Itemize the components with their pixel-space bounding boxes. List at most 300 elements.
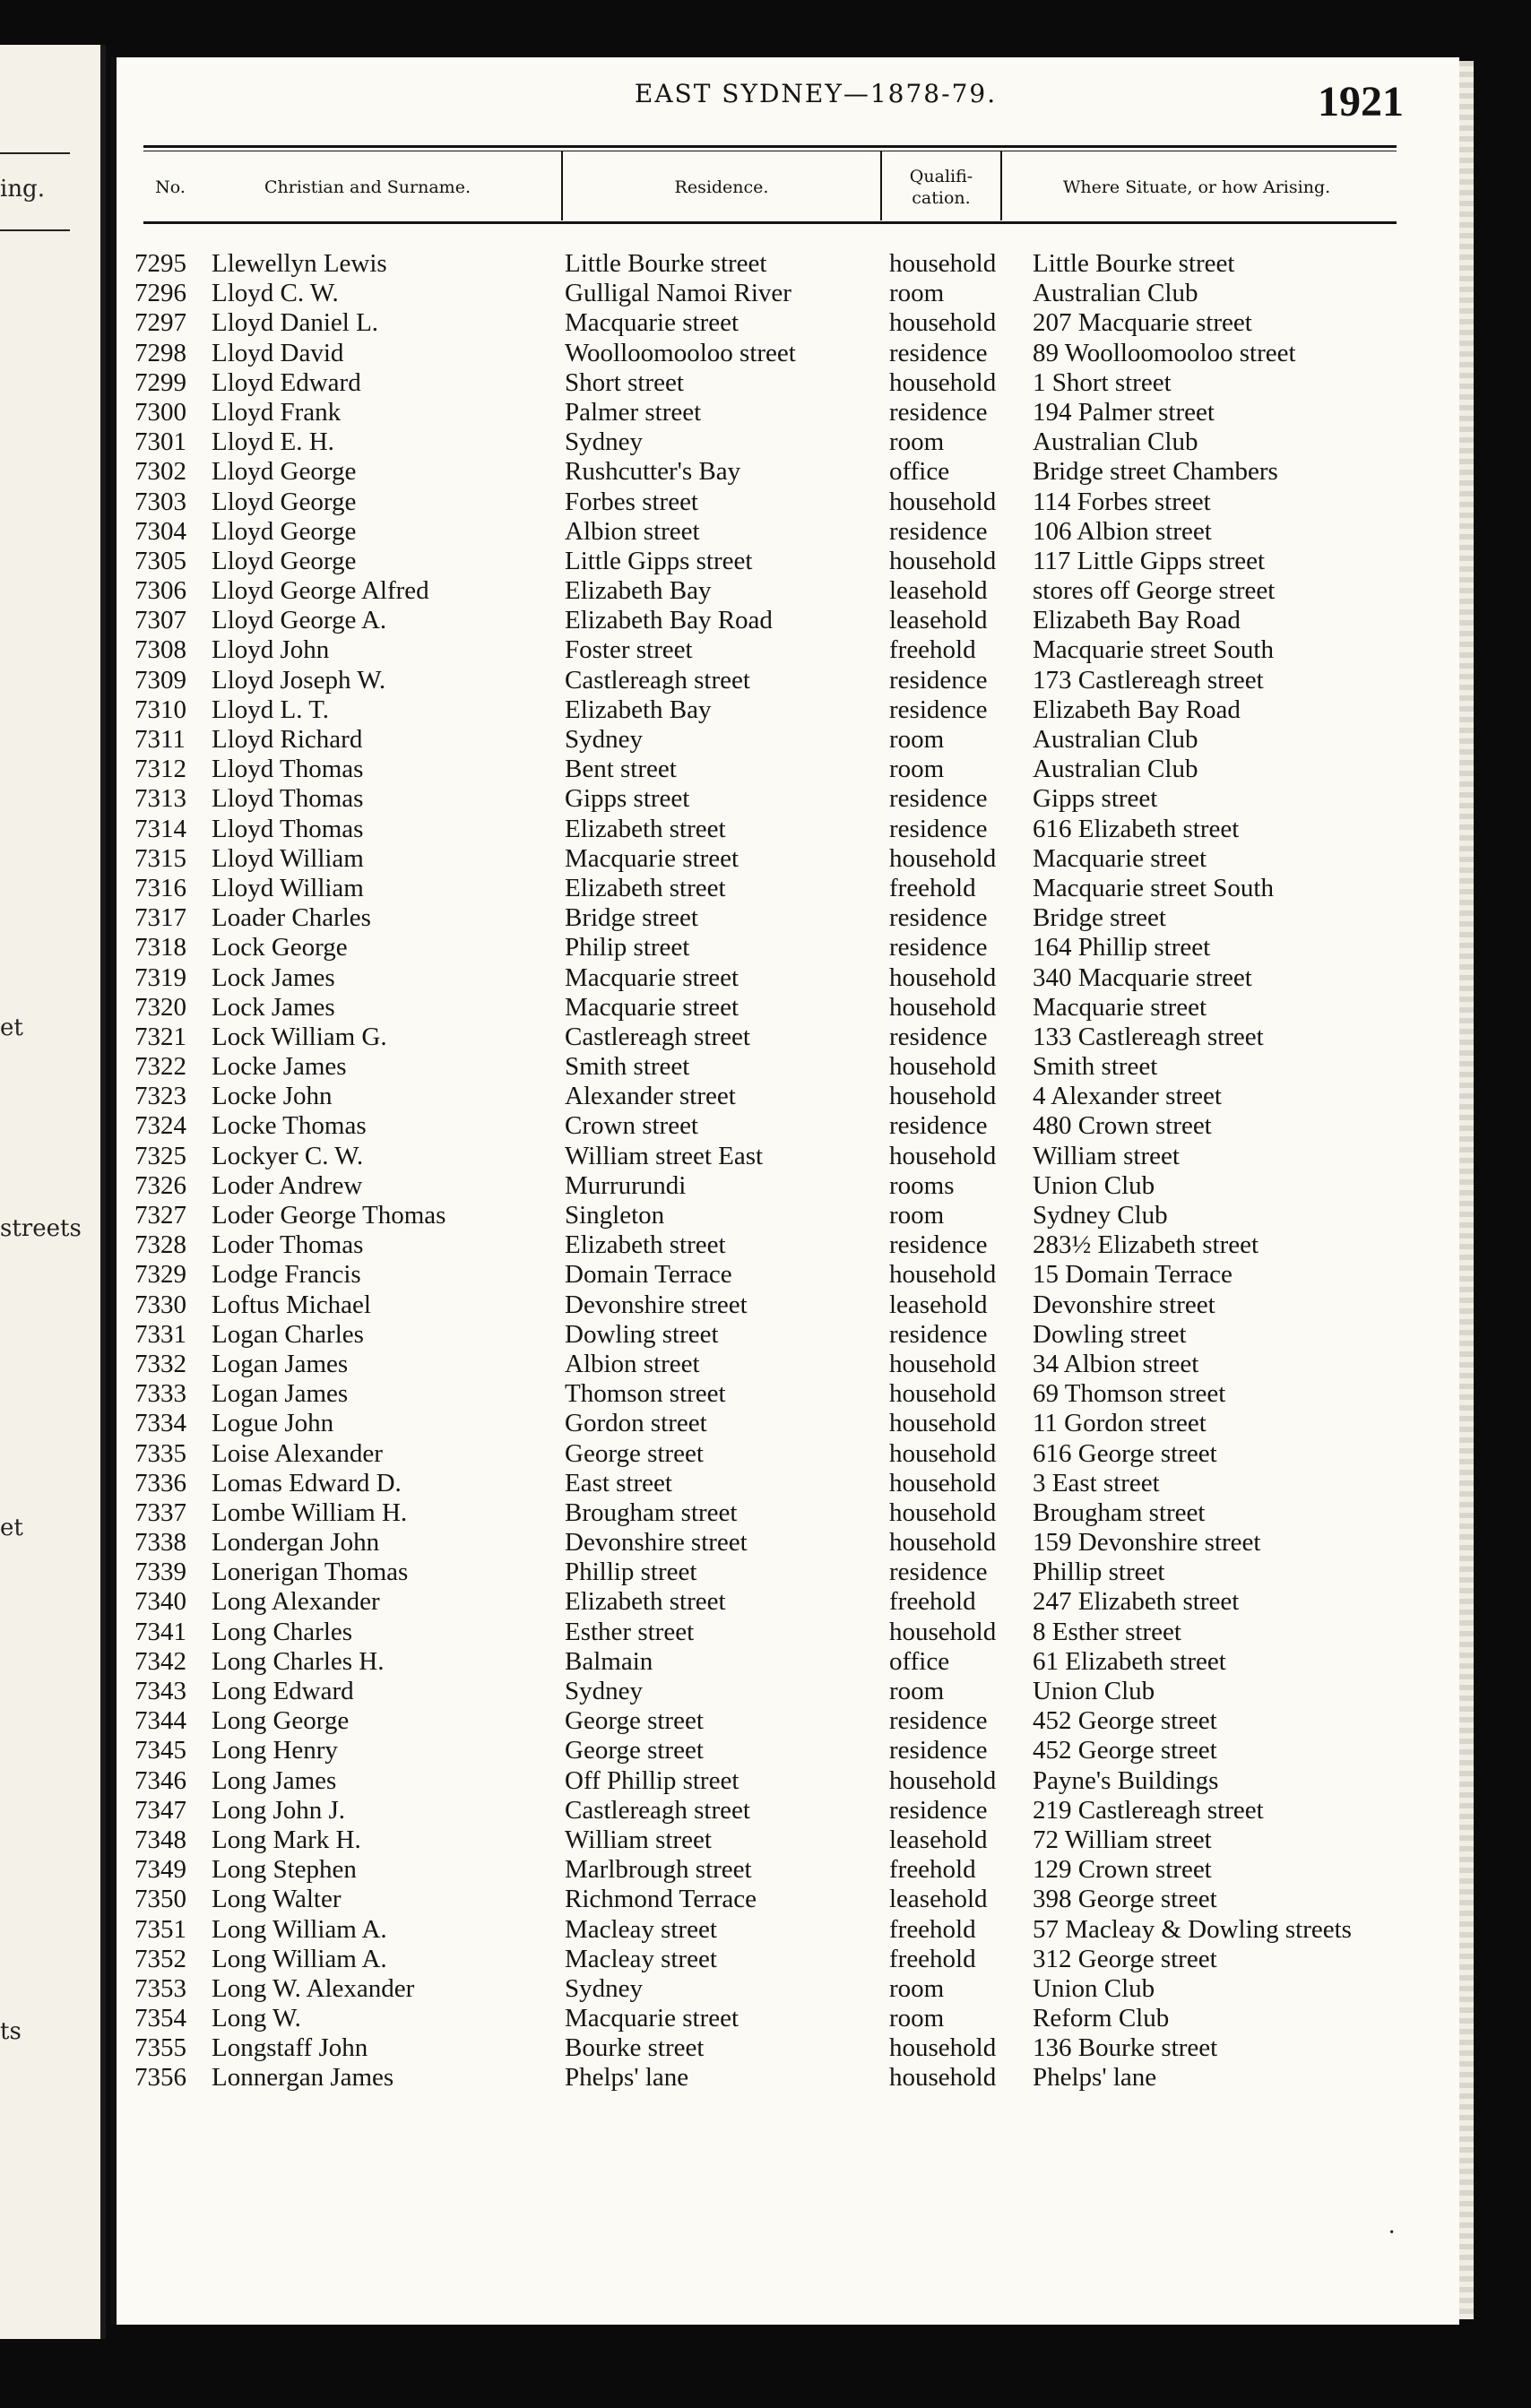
entry-qualification: office — [889, 1646, 950, 1676]
entry-residence: Elizabeth Bay Road — [565, 606, 773, 635]
entry-name: Lloyd William — [212, 873, 364, 902]
entry-qualification: household — [889, 843, 997, 873]
entry-residence: Off Phillip street — [565, 1765, 740, 1795]
entry-number: 7321 — [134, 1022, 186, 1051]
entry-name: Loder George Thomas — [212, 1201, 446, 1230]
entry-residence: Devonshire street — [565, 1528, 748, 1558]
entry-name: Lloyd John — [212, 635, 330, 665]
entry-residence: George street — [565, 1706, 704, 1736]
entry-qualification: rooms — [889, 1170, 955, 1200]
table-row — [117, 457, 1459, 487]
entry-where-situate: Little Bourke street — [1033, 249, 1235, 278]
entry-qualification: residence — [889, 1736, 988, 1765]
entry-residence: Elizabeth street — [565, 1587, 726, 1617]
entry-name: Lloyd George — [212, 516, 357, 546]
entry-name: Long W. — [212, 2004, 301, 2033]
entry-where-situate: Sydney Club — [1033, 1201, 1168, 1230]
entry-number: 7343 — [134, 1677, 186, 1705]
entry-residence: Devonshire street — [565, 1290, 748, 1319]
entry-number: 7296 — [134, 279, 186, 308]
table-row — [117, 1469, 1459, 1498]
entry-where-situate: Australian Club — [1033, 725, 1198, 754]
entry-qualification: household — [889, 546, 997, 575]
entry-residence: Little Gipps street — [565, 546, 753, 575]
entry-where-situate: Australian Club — [1033, 279, 1198, 308]
entry-number: 7345 — [134, 1736, 186, 1765]
entry-residence: Short street — [565, 367, 684, 397]
entry-name: Lloyd Thomas — [212, 755, 364, 784]
entry-number: 7323 — [134, 1082, 186, 1111]
table-row — [117, 993, 1459, 1023]
table-row — [117, 1111, 1459, 1141]
entry-number: 7326 — [134, 1170, 186, 1200]
entry-residence: Bent street — [565, 755, 677, 784]
entry-residence: Castlereagh street — [565, 1022, 750, 1051]
entry-where-situate: Gipps street — [1033, 784, 1158, 814]
entry-number: 7302 — [134, 457, 186, 487]
table-row — [117, 2033, 1459, 2063]
table-row — [117, 635, 1459, 665]
entry-number: 7338 — [134, 1528, 186, 1558]
entry-where-situate: 194 Palmer street — [1033, 397, 1215, 427]
entry-where-situate: 159 Devonshire street — [1033, 1528, 1261, 1558]
entry-residence: Marlbrough street — [565, 1855, 752, 1885]
entry-residence: Foster street — [565, 635, 693, 665]
table-row — [117, 249, 1459, 279]
table-row — [117, 1230, 1459, 1260]
entry-where-situate: 340 Macquarie street — [1033, 962, 1252, 992]
entry-qualification: freehold — [889, 873, 976, 902]
entry-qualification: office — [889, 457, 950, 487]
entry-name: Long Walter — [212, 1885, 342, 1914]
entry-name: Loise Alexander — [212, 1438, 383, 1468]
entry-qualification: residence — [889, 665, 988, 695]
previous-page-rule — [0, 152, 70, 154]
table-row — [117, 1142, 1459, 1171]
table-row — [117, 1320, 1459, 1350]
entry-name: Long Charles — [212, 1617, 353, 1646]
entry-where-situate: 616 Elizabeth street — [1033, 814, 1240, 843]
table-row — [117, 1618, 1459, 1647]
entry-residence: Elizabeth street — [565, 1230, 726, 1260]
table-row — [117, 1082, 1459, 1111]
entry-qualification: residence — [889, 1230, 988, 1260]
entry-where-situate: 219 Castlereagh street — [1033, 1795, 1264, 1825]
entry-where-situate: Dowling street — [1033, 1319, 1187, 1349]
entry-residence: Crown street — [565, 1111, 698, 1141]
table-row — [117, 1350, 1459, 1379]
entry-residence: Macquarie street — [565, 992, 740, 1022]
header-rule — [143, 145, 1397, 148]
entry-name: Loder Thomas — [212, 1230, 364, 1260]
entry-name: Lonnergan James — [212, 2063, 394, 2093]
entry-where-situate: 173 Castlereagh street — [1033, 665, 1264, 695]
entry-qualification: room — [889, 1973, 945, 2003]
entry-name: Lock James — [212, 962, 335, 992]
entry-number: 7354 — [134, 2004, 186, 2033]
previous-page-fragment: et — [0, 1515, 23, 1541]
entry-where-situate: Brougham street — [1033, 1497, 1206, 1527]
previous-page-fragment: ts — [0, 2018, 22, 2045]
entry-residence: William street — [565, 1825, 712, 1854]
entry-residence: Dowling street — [565, 1319, 719, 1349]
entry-where-situate: 72 William street — [1033, 1825, 1212, 1854]
running-head: EAST SYDNEY—1878-79. — [634, 79, 998, 108]
table-row — [117, 1528, 1459, 1558]
entry-name: Loder Andrew — [212, 1170, 363, 1200]
entry-qualification: residence — [889, 516, 988, 546]
entry-qualification: household — [889, 1765, 997, 1795]
entry-where-situate: stores off George street — [1033, 576, 1276, 606]
entry-residence: George street — [565, 1438, 704, 1468]
entry-number: 7320 — [134, 992, 186, 1022]
entry-name: Lloyd George — [212, 487, 357, 516]
table-row — [117, 488, 1459, 517]
entry-where-situate: Devonshire street — [1033, 1290, 1215, 1319]
entry-residence: Elizabeth Bay — [565, 695, 712, 724]
column-header-residence: Residence. — [674, 177, 769, 197]
entry-name: Long William A. — [212, 1914, 387, 1944]
entry-qualification: room — [889, 427, 945, 457]
column-divider — [561, 151, 563, 220]
entry-name: Long George — [212, 1706, 350, 1736]
entry-number: 7301 — [134, 427, 186, 457]
entry-qualification: household — [889, 1617, 997, 1646]
entry-residence: Castlereagh street — [565, 1795, 750, 1825]
entry-number: 7350 — [134, 1885, 186, 1914]
entry-name: Llewellyn Lewis — [212, 249, 387, 278]
table-row — [117, 1171, 1459, 1201]
entry-qualification: household — [889, 1082, 997, 1111]
entry-qualification: household — [889, 1260, 997, 1290]
column-header-name: Christian and Surname. — [264, 177, 471, 197]
entry-name: Lloyd Joseph W. — [212, 665, 386, 695]
entry-number: 7353 — [134, 1973, 186, 2003]
entry-residence: Gipps street — [565, 784, 690, 814]
entry-name: Logan James — [212, 1379, 349, 1409]
entry-number: 7352 — [134, 1944, 186, 1973]
entry-number: 7336 — [134, 1468, 186, 1497]
entry-number: 7307 — [134, 606, 186, 635]
entry-where-situate: 136 Bourke street — [1033, 2033, 1218, 2063]
entry-qualification: leasehold — [889, 1825, 988, 1854]
entry-name: Locke Thomas — [212, 1111, 367, 1141]
entry-where-situate: 15 Domain Terrace — [1033, 1260, 1233, 1290]
entry-name: Lloyd C. W. — [212, 279, 339, 308]
entry-name: Long John J. — [212, 1795, 346, 1825]
entry-name: Lloyd David — [212, 338, 344, 367]
entry-number: 7349 — [134, 1855, 186, 1885]
entry-qualification: room — [889, 1677, 945, 1705]
entry-number: 7339 — [134, 1558, 186, 1587]
entry-qualification: leasehold — [889, 606, 988, 635]
entry-qualification: residence — [889, 1795, 988, 1825]
entry-where-situate: Bridge street — [1033, 903, 1166, 933]
entry-residence: Macquarie street — [565, 843, 740, 873]
entry-residence: Sydney — [565, 1677, 643, 1705]
entry-residence: Elizabeth Bay — [565, 576, 712, 606]
entry-where-situate: Phelps' lane — [1033, 2063, 1157, 2093]
entry-qualification: room — [889, 2004, 945, 2033]
entry-residence: George street — [565, 1736, 704, 1765]
entry-where-situate: 312 George street — [1033, 1944, 1217, 1973]
entry-number: 7328 — [134, 1230, 186, 1260]
entry-qualification: residence — [889, 903, 988, 933]
entry-where-situate: Macquarie street — [1033, 843, 1207, 873]
entry-where-situate: Elizabeth Bay Road — [1033, 606, 1241, 635]
table-row — [117, 606, 1459, 635]
entry-where-situate: Australian Club — [1033, 755, 1198, 784]
entry-qualification: household — [889, 992, 997, 1022]
entry-residence: Forbes street — [565, 487, 698, 516]
entry-name: Lloyd Daniel L. — [212, 308, 379, 338]
entry-where-situate: 164 Phillip street — [1033, 933, 1211, 962]
entry-name: Lloyd George Alfred — [212, 576, 429, 606]
entry-qualification: household — [889, 367, 997, 397]
column-header-where: Where Situate, or how Arising. — [1062, 177, 1331, 197]
entry-where-situate: 452 George street — [1033, 1736, 1217, 1765]
entry-residence: Sydney — [565, 1973, 643, 2003]
table-row — [117, 1201, 1459, 1230]
entry-where-situate: Bridge street Chambers — [1033, 457, 1278, 487]
entry-where-situate: 11 Gordon street — [1033, 1409, 1207, 1438]
entry-qualification: household — [889, 1379, 997, 1409]
entry-name: Locke James — [212, 1052, 347, 1082]
table-row — [117, 1825, 1459, 1855]
entry-name: Long Edward — [212, 1677, 354, 1705]
entry-name: Lloyd George — [212, 546, 357, 575]
entry-number: 7333 — [134, 1379, 186, 1409]
entry-where-situate: 133 Castlereagh street — [1033, 1022, 1264, 1051]
entry-number: 7340 — [134, 1587, 186, 1617]
table-row — [117, 844, 1459, 874]
header-rule — [143, 221, 1397, 224]
previous-page-fragment: streets — [0, 1215, 82, 1242]
entry-number: 7344 — [134, 1706, 186, 1736]
table-row — [117, 1052, 1459, 1082]
entry-qualification: residence — [889, 695, 988, 724]
entry-number: 7337 — [134, 1497, 186, 1527]
entry-number: 7316 — [134, 873, 186, 902]
entry-number: 7306 — [134, 576, 186, 606]
table-row — [117, 308, 1459, 338]
entry-residence: East street — [565, 1468, 672, 1497]
previous-page-fragment: ing. — [0, 176, 45, 203]
entry-name: Loftus Michael — [212, 1290, 371, 1319]
entry-qualification: room — [889, 725, 945, 754]
entry-residence: Macquarie street — [565, 308, 740, 338]
column-header-no: No. — [155, 177, 186, 197]
table-row — [117, 1498, 1459, 1528]
table-row — [117, 576, 1459, 606]
table-row — [117, 2004, 1459, 2033]
entry-number: 7322 — [134, 1052, 186, 1082]
entry-name: Lonerigan Thomas — [212, 1558, 409, 1587]
entry-name: Lloyd Thomas — [212, 814, 364, 843]
table-row — [117, 1587, 1459, 1617]
entry-qualification: household — [889, 1438, 997, 1468]
entry-where-situate: 57 Macleay & Dowling streets — [1033, 1914, 1352, 1944]
entry-residence: Woolloomooloo street — [565, 338, 796, 367]
entry-qualification: household — [889, 1528, 997, 1558]
entry-number: 7312 — [134, 755, 186, 784]
entry-number: 7300 — [134, 397, 186, 427]
entry-where-situate: Phillip street — [1033, 1558, 1165, 1587]
entry-name: Loader Charles — [212, 903, 371, 933]
table-row — [117, 963, 1459, 993]
entry-number: 7299 — [134, 367, 186, 397]
entry-qualification: residence — [889, 1111, 988, 1141]
table-row — [117, 1558, 1459, 1587]
entry-residence: Little Bourke street — [565, 249, 767, 278]
table-row — [117, 903, 1459, 933]
entry-where-situate: 61 Elizabeth street — [1033, 1646, 1226, 1676]
table-row — [117, 1885, 1459, 1914]
entry-where-situate: 452 George street — [1033, 1706, 1217, 1736]
entry-name: Lloyd Frank — [212, 397, 342, 427]
entry-number: 7311 — [134, 725, 186, 754]
entry-qualification: residence — [889, 1319, 988, 1349]
entry-where-situate: Australian Club — [1033, 427, 1198, 457]
entry-number: 7341 — [134, 1617, 186, 1646]
entry-where-situate: 3 East street — [1033, 1468, 1160, 1497]
entry-qualification: household — [889, 1141, 997, 1170]
entry-name: Lloyd George — [212, 457, 357, 487]
entry-name: Lloyd Richard — [212, 725, 363, 754]
entry-qualification: freehold — [889, 1914, 976, 1944]
table-row — [117, 1915, 1459, 1945]
entry-where-situate: Macquarie street — [1033, 992, 1207, 1022]
entry-qualification: household — [889, 308, 997, 338]
entry-number: 7324 — [134, 1111, 186, 1141]
entry-residence: Albion street — [565, 1349, 700, 1378]
entry-name: Long W. Alexander — [212, 1973, 415, 2003]
entry-number: 7295 — [134, 249, 186, 278]
entry-residence: Singleton — [565, 1201, 665, 1230]
entry-where-situate: 34 Albion street — [1033, 1349, 1199, 1378]
entry-residence: Thomson street — [565, 1379, 726, 1409]
entry-residence: Richmond Terrace — [565, 1885, 757, 1914]
entry-number: 7335 — [134, 1438, 186, 1468]
entry-qualification: residence — [889, 1558, 988, 1587]
entry-where-situate: Reform Club — [1033, 2004, 1170, 2033]
entry-number: 7309 — [134, 665, 186, 695]
column-header-qualification: Qualifi- cation. — [909, 167, 973, 208]
table-row — [117, 547, 1459, 576]
entry-name: Lloyd Thomas — [212, 784, 364, 814]
table-row — [117, 725, 1459, 755]
entry-number: 7303 — [134, 487, 186, 516]
page-number: 1921 — [1318, 78, 1404, 125]
entry-qualification: household — [889, 1409, 997, 1438]
entry-where-situate: 398 George street — [1033, 1885, 1217, 1914]
table-row — [117, 695, 1459, 725]
table-row — [117, 1736, 1459, 1765]
entry-number: 7313 — [134, 784, 186, 814]
table-row — [117, 755, 1459, 784]
entry-residence: Macquarie street — [565, 962, 740, 992]
table-row — [117, 1945, 1459, 1974]
entry-residence: Elizabeth street — [565, 873, 726, 902]
entry-name: Londergan John — [212, 1528, 380, 1558]
entry-name: Long Stephen — [212, 1855, 357, 1885]
previous-page-margin — [0, 45, 106, 2339]
entry-number: 7342 — [134, 1646, 186, 1676]
entry-name: Lloyd William — [212, 843, 364, 873]
entry-qualification: freehold — [889, 1587, 976, 1617]
table-row — [117, 427, 1459, 457]
entry-name: Lloyd E. H. — [212, 427, 334, 457]
table-row — [117, 398, 1459, 427]
table-row — [117, 1023, 1459, 1052]
column-divider — [880, 151, 882, 220]
entry-residence: Castlereagh street — [565, 665, 750, 695]
table-row — [117, 339, 1459, 368]
entry-where-situate: Union Club — [1033, 1677, 1155, 1705]
table-row — [117, 1855, 1459, 1885]
register-table-body — [117, 249, 1459, 2093]
entry-qualification: household — [889, 2063, 997, 2093]
entry-name: Lloyd George A. — [212, 606, 387, 635]
entry-qualification: household — [889, 487, 997, 516]
entry-residence: Esther street — [565, 1617, 695, 1646]
entry-name: Lombe William H. — [212, 1497, 408, 1527]
entry-residence: Bridge street — [565, 903, 698, 933]
entry-number: 7325 — [134, 1141, 186, 1170]
table-row — [117, 1796, 1459, 1825]
entry-name: Locke John — [212, 1082, 333, 1111]
entry-where-situate: Macquarie street South — [1033, 873, 1274, 902]
entry-name: Lodge Francis — [212, 1260, 361, 1290]
entry-name: Long James — [212, 1765, 337, 1795]
entry-residence: Macleay street — [565, 1914, 717, 1944]
entry-where-situate: 4 Alexander street — [1033, 1082, 1222, 1111]
table-row — [117, 1409, 1459, 1438]
entry-name: Long Alexander — [212, 1587, 380, 1617]
entry-where-situate: 106 Albion street — [1033, 516, 1212, 546]
entry-where-situate: Elizabeth Bay Road — [1033, 695, 1241, 724]
entry-number: 7318 — [134, 933, 186, 962]
entry-qualification: residence — [889, 338, 988, 367]
entry-residence: Alexander street — [565, 1082, 736, 1111]
entry-residence: Phillip street — [565, 1558, 697, 1587]
entry-where-situate: Payne's Buildings — [1033, 1765, 1219, 1795]
table-row — [117, 874, 1459, 903]
entry-name: Long William A. — [212, 1944, 387, 1973]
entry-where-situate: 1 Short street — [1033, 367, 1172, 397]
entry-number: 7298 — [134, 338, 186, 367]
entry-name: Lloyd Edward — [212, 367, 361, 397]
entry-number: 7330 — [134, 1290, 186, 1319]
entry-qualification: residence — [889, 933, 988, 962]
entry-qualification: household — [889, 249, 997, 278]
entry-residence: Macleay street — [565, 1944, 717, 1973]
entry-name: Lockyer C. W. — [212, 1141, 364, 1170]
entry-where-situate: William street — [1033, 1141, 1180, 1170]
entry-number: 7317 — [134, 903, 186, 933]
entry-residence: Bourke street — [565, 2033, 705, 2063]
entry-qualification: household — [889, 1468, 997, 1497]
entry-residence: Murrurundi — [565, 1170, 687, 1200]
entry-residence: Brougham street — [565, 1497, 738, 1527]
entry-number: 7356 — [134, 2063, 186, 2093]
entry-number: 7305 — [134, 546, 186, 575]
table-row — [117, 368, 1459, 398]
table-row — [117, 1766, 1459, 1796]
entry-residence: Macquarie street — [565, 2004, 740, 2033]
entry-where-situate: 247 Elizabeth street — [1033, 1587, 1240, 1617]
entry-name: Logue John — [212, 1409, 334, 1438]
